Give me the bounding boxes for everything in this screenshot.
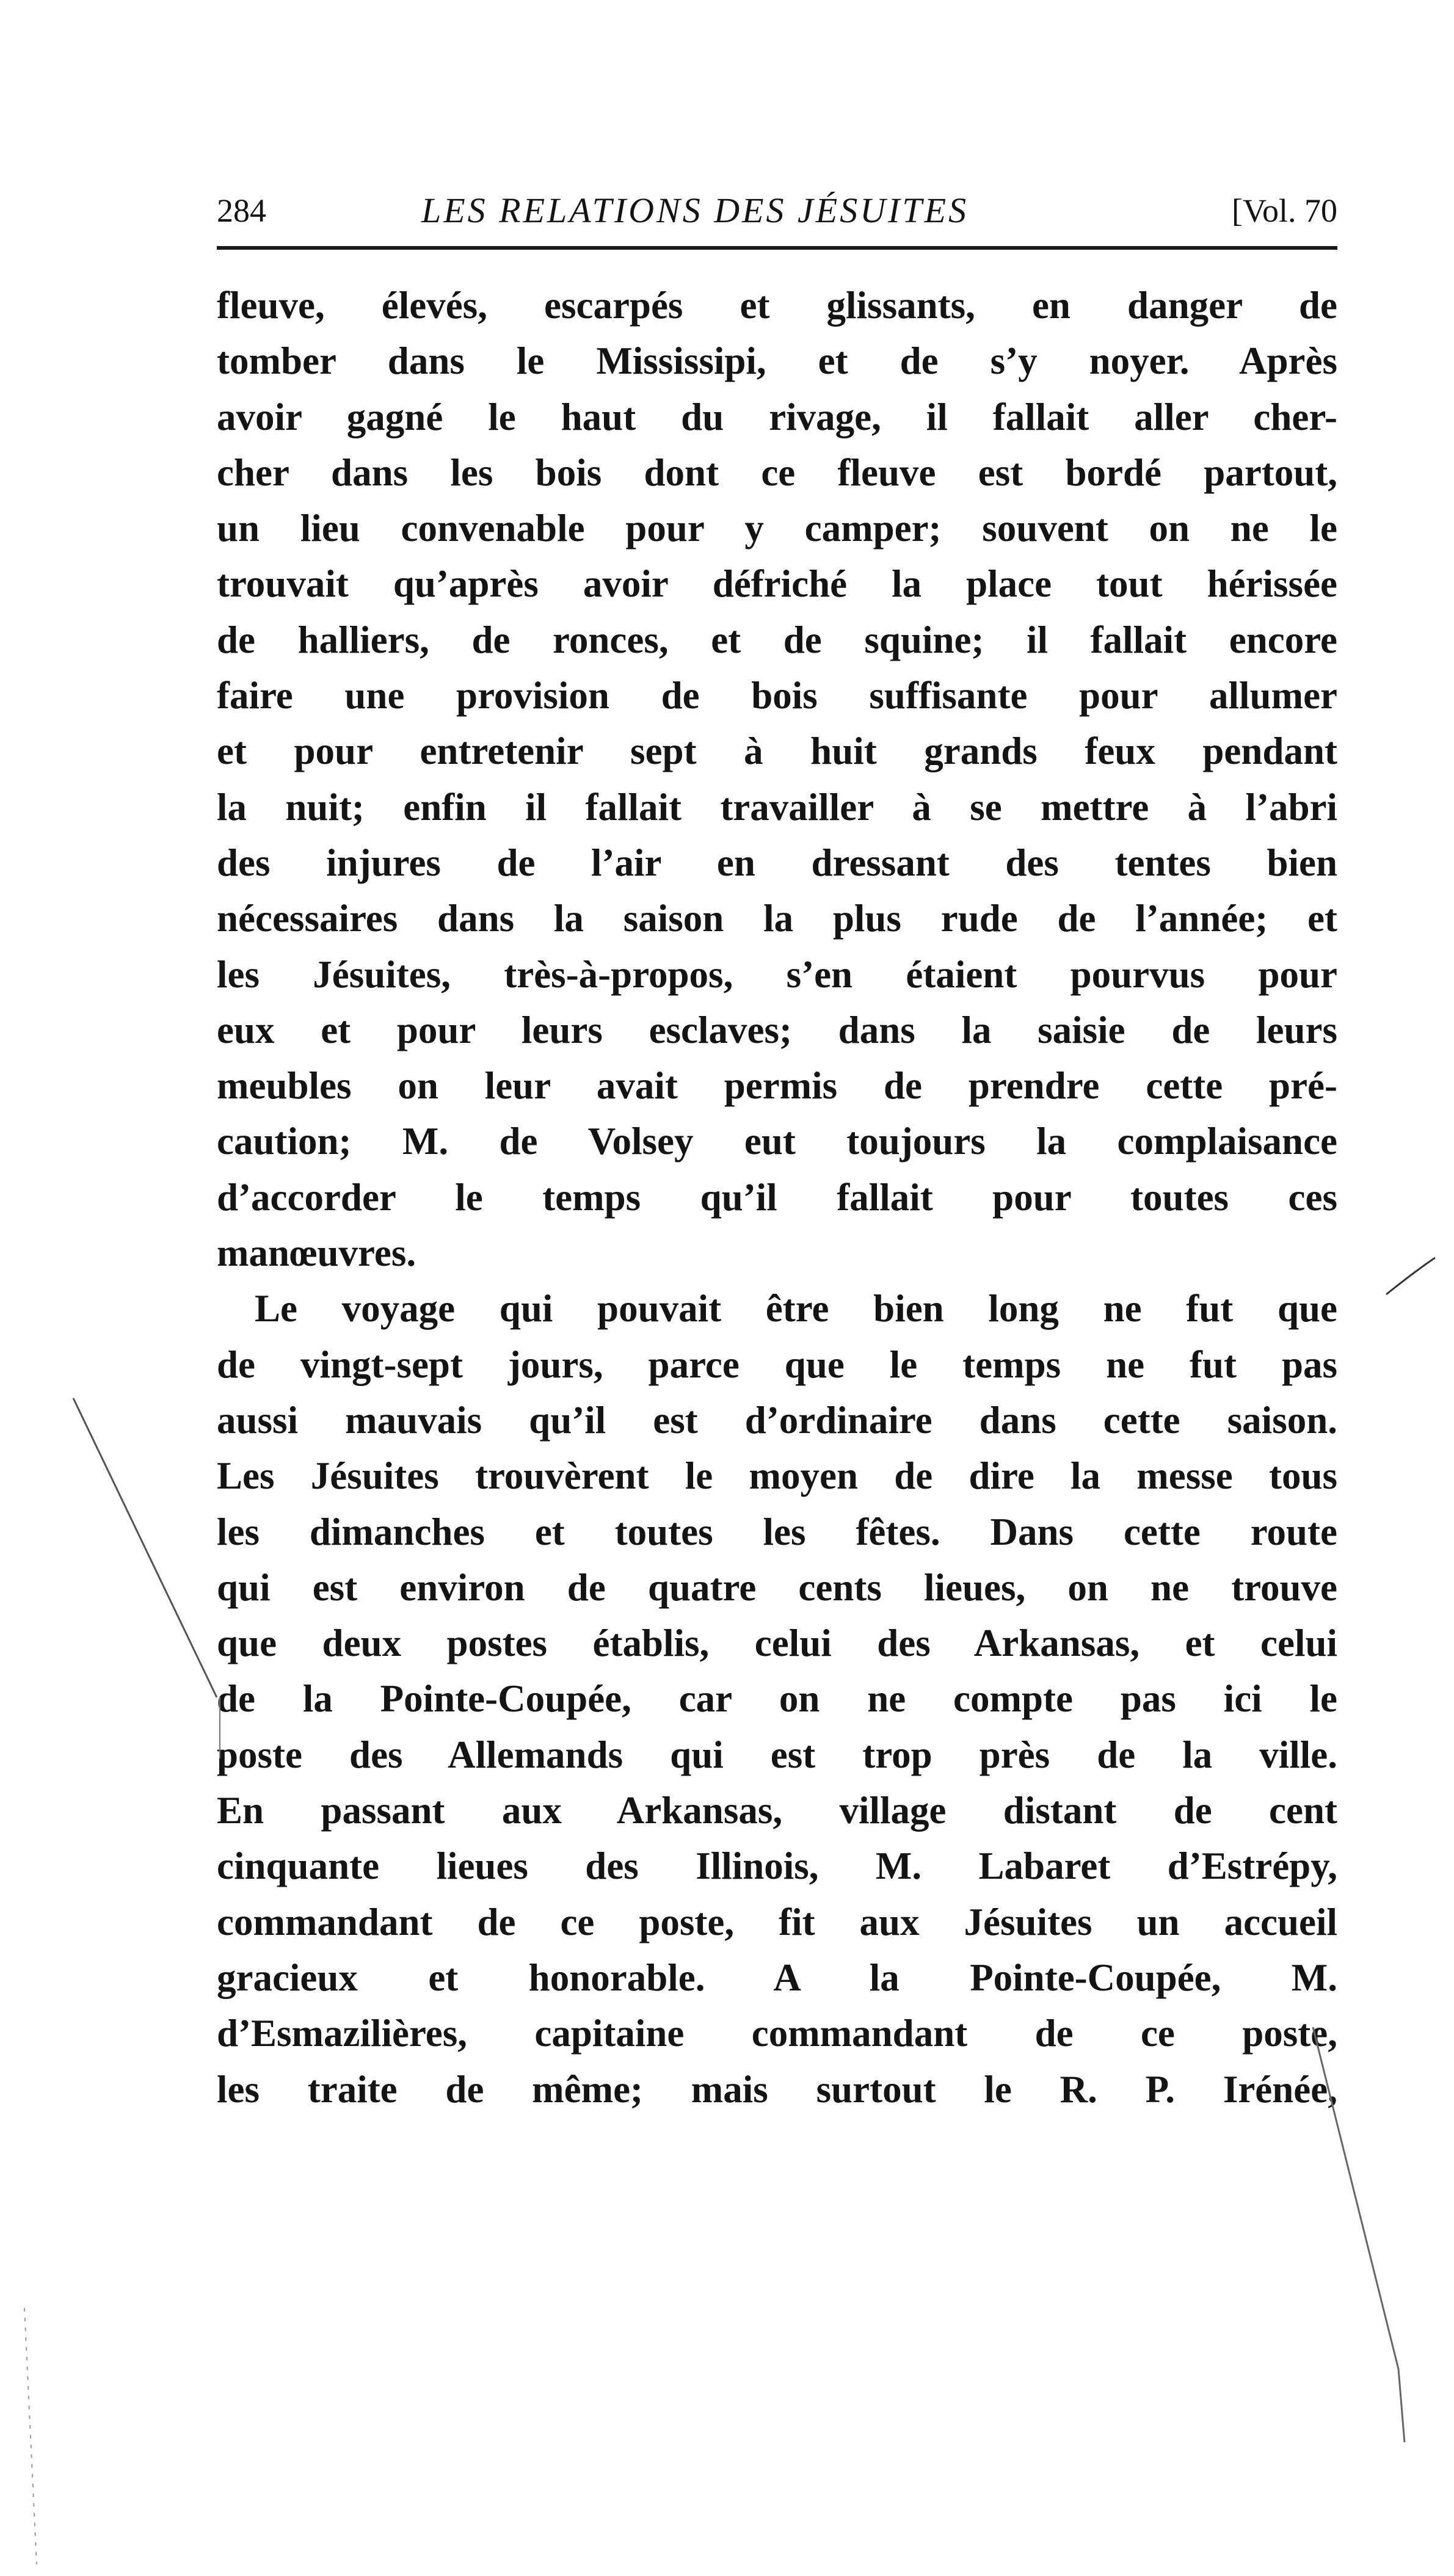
body-text (217, 278, 1337, 2117)
text-line: qui est environ de quatre cents lieues, on ne trouve (217, 1566, 1337, 1609)
text-line: tomber dans le Mississipi, et de s’y noyer. Après (217, 339, 1337, 383)
running-title: LES RELATIONS DES JÉSUITES (421, 190, 969, 230)
text-line: eux et pour leurs esclaves; dans la saisie de leurs (217, 1008, 1337, 1051)
text-line: Les Jésuites trouvèrent le moyen de dire la messe tous (217, 1454, 1337, 1498)
text-line: de vingt-sept jours, parce que le temps ne fut pas (217, 1343, 1337, 1386)
scan-line-left (73, 1398, 217, 1697)
header-rule (217, 246, 1337, 250)
text-line: cher dans les bois dont ce fleuve est bordé partout, (217, 451, 1337, 494)
scan-mark-right (1386, 1258, 1435, 1294)
paragraph-1 (217, 278, 1337, 1281)
text-line: manœuvres. (217, 1232, 416, 1275)
scan-dots-left (24, 2308, 37, 2564)
text-line: aussi mauvais qu’il est d’ordinaire dans cette saison. (217, 1398, 1337, 1442)
text-line: avoir gagné le haut du rivage, il fallait aller cher- (217, 395, 1337, 438)
text-line: caution; M. de Volsey eut toujours la complaisance (217, 1120, 1337, 1163)
text-line: de la Pointe-Coupée, car on ne compte pas ici le (217, 1677, 1337, 1721)
text-line: Le voyage qui pouvait être bien long ne fut que (255, 1287, 1337, 1330)
text-line: un lieu convenable pour y camper; souvent on ne le (217, 507, 1337, 550)
text-line: les dimanches et toutes les fêtes. Dans cette route (217, 1510, 1337, 1553)
running-header (217, 186, 1337, 235)
paragraph-2 (217, 1281, 1337, 2117)
text-line: cinquante lieues des Illinois, M. Labaret d’Estrépy, (217, 1845, 1337, 1888)
text-line: En passant aux Arkansas, village distant de cent (217, 1789, 1337, 1832)
text-line: les traite de même; mais surtout le R. P. Irénée, (217, 2067, 1337, 2111)
text-line: de halliers, de ronces, et de squine; il fallait encore (217, 618, 1337, 661)
text-line: et pour entretenir sept à huit grands feux pendant (217, 730, 1337, 773)
volume-reference: [Vol. 70 (1231, 192, 1337, 229)
text-line: d’Esmazilières, capitaine commandant de ce poste, (217, 2012, 1337, 2055)
text-line: poste des Allemands qui est trop près de la ville. (217, 1733, 1337, 1776)
text-line: les Jésuites, très-à-propos, s’en étaient pourvus pour (217, 952, 1337, 996)
page-number: 284 (217, 192, 266, 229)
text-line: nécessaires dans la saison la plus rude de l’année; et (217, 897, 1337, 940)
text-line: d’accorder le temps qu’il fallait pour toutes ces (217, 1175, 1337, 1219)
text-line: meubles on leur avait permis de prendre cette pré- (217, 1064, 1337, 1108)
text-line: faire une provision de bois suffisante pour allumer (217, 674, 1337, 717)
text-line: fleuve, élevés, escarpés et glissants, en danger de (217, 284, 1337, 327)
text-line: la nuit; enfin il fallait travailler à se mettre à l’abri (217, 785, 1337, 829)
text-line: commandant de ce poste, fit aux Jésuites un accueil (217, 1900, 1337, 1943)
text-line: des injures de l’air en dressant des tentes bien (217, 841, 1337, 884)
text-line: gracieux et honorable. A la Pointe-Coupée, M. (217, 1956, 1337, 1999)
text-line: trouvait qu’après avoir défriché la place tout hérissée (217, 562, 1337, 606)
text-line: que deux postes établis, celui des Arkansas, et celui (217, 1622, 1337, 1665)
